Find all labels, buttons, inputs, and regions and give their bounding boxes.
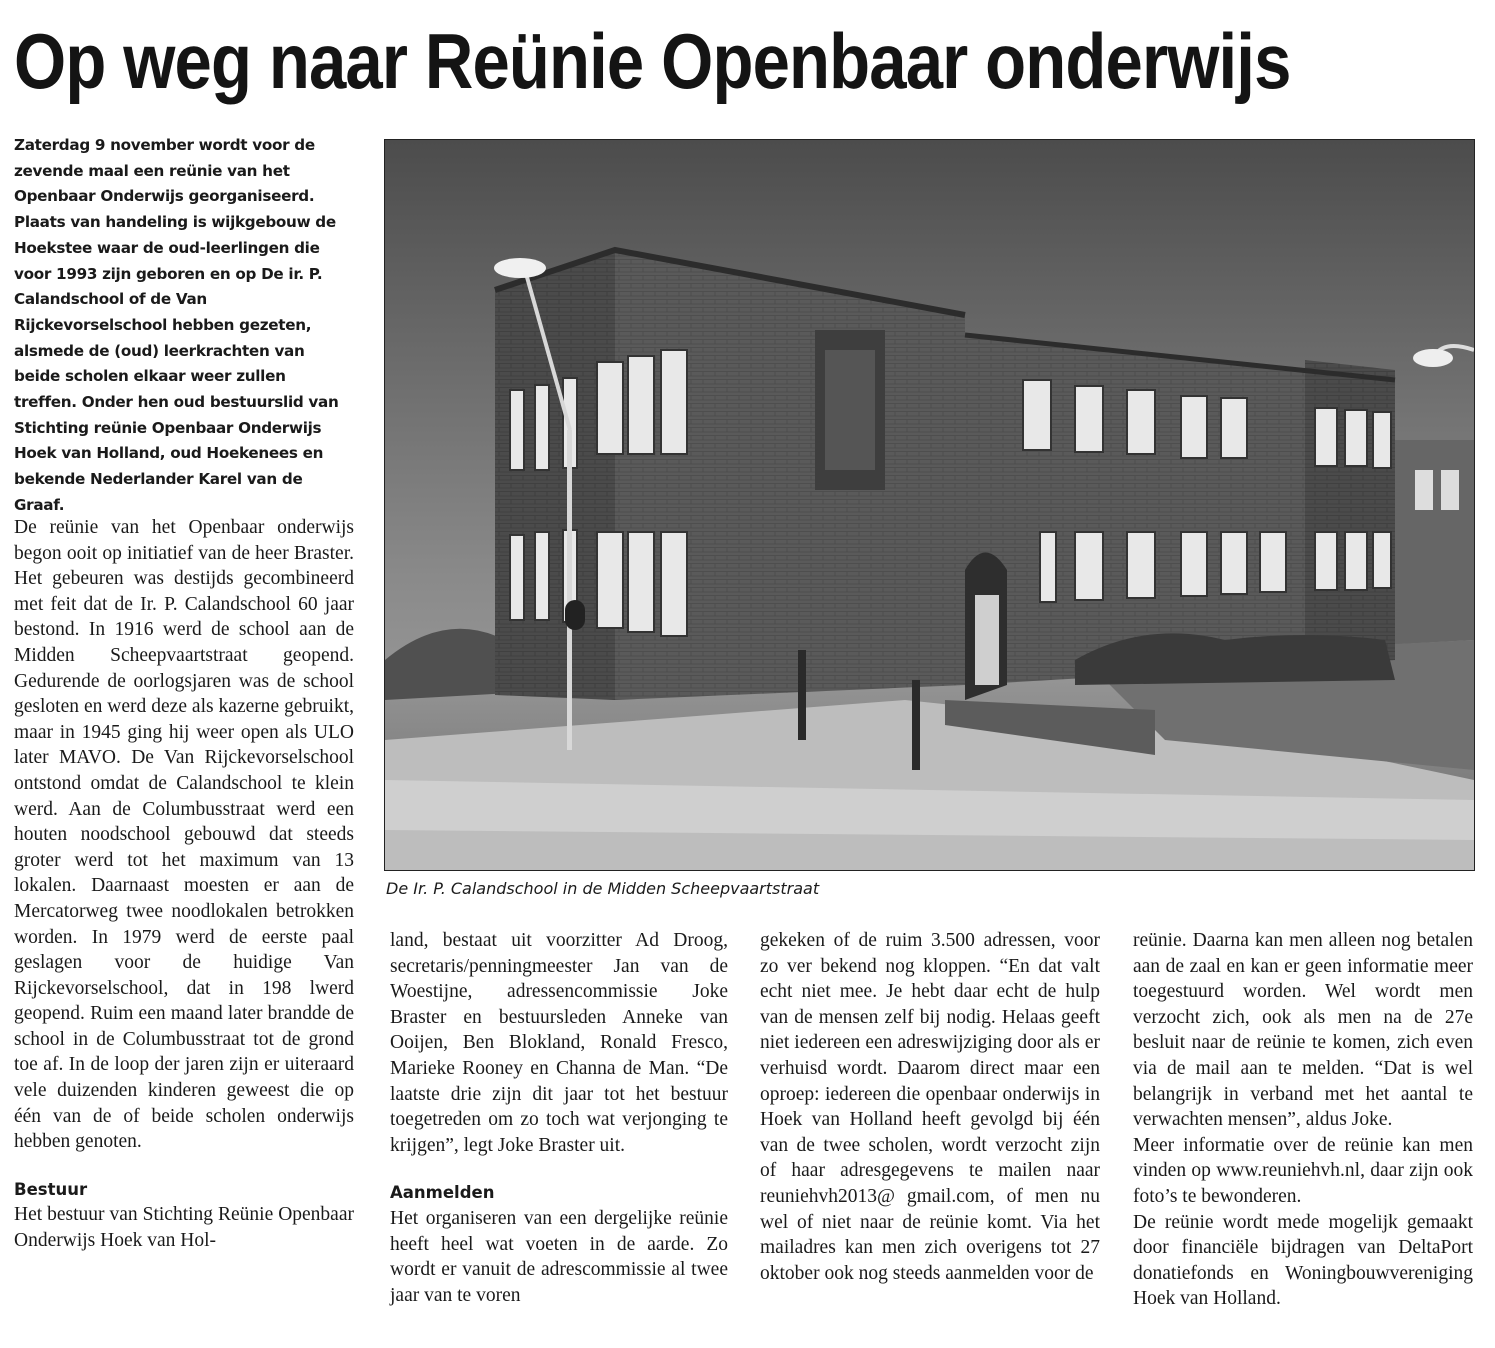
lead-paragraph	[14, 133, 350, 519]
col1-paragraph-2: Het bestuur van Stichting Reünie Openbaar Onderwijs Hoek van Hol-	[14, 1204, 354, 1252]
col2-paragraph-1: land, bestaat uit voorzitter Ad Droog, secretaris/penningmeester Jan van de Woestijne, adressencommissie Joke Braster en bestuursleden Anneke van Ooijen, Ben Blokland, Ronald Fresco, Marieke Rooney en Channa de Man. “De laatste drie zijn dit jaar tot het bestuur toegetreden om zo toch wat verjonging te krijgen”, legt Joke Braster uit.	[390, 930, 728, 1156]
section-heading-bestuur: Bestuur	[14, 1179, 88, 1199]
col1-paragraph-1: De reünie van het Openbaar onderwijs begon ooit op initiatief van de heer Braster. Het gebeuren was destijds gecombineerd met feit dat de Ir. P. Calandschool 60 jaar bestond. In 1916 werd de school aan de Midden Scheepvaartstraat geopend. Gedurende de oorlogsjaren was de school gesloten en werd deze als kazerne gebruikt, maar in 1945 ging hij weer open als ULO later MAVO. De Van Rijckevorselschool ontstond omdat de Calandschool te klein werd. Aan de Columbusstraat werd een houten noodschool gebouwd dat steeds groter werd tot het maximum van 13 lokalen. Daarnaast moesten er aan de Mercatorweg twee noodlokalen betrokken worden. In 1979 werd de eerste paal geslagen voor de huidige Van Rijckevorselschool, dat in 198 lwerd geopend. Ruim een maand later brandde de school in de Columbusstraat tot de grond toe af. In de loop der jaren zijn er uiteraard vele duizenden kinderen geweest die op één van de of beide scholen onderwijs hebben genoten.	[14, 517, 354, 1153]
column-3	[760, 928, 1100, 1286]
spacer	[390, 1158, 728, 1180]
column-2	[390, 928, 728, 1308]
column-4	[1133, 928, 1473, 1312]
school-building-photo-icon	[385, 140, 1474, 870]
lead-text: Zaterdag 9 november wordt voor de zevende maal een reünie van het Openbaar Onderwijs georganiseerd. Plaats van handeling is wijkgebouw de Hoekstee waar de oud-leerlingen die voor 1993 zijn geboren en op De ir. P. Calandschool of de Van Rijckevorselschool hebben gezeten, alsmede de (oud) leerkrachten van beide scholen elkaar weer zullen treffen. Onder hen oud bestuurslid van Stichting reünie Openbaar Onderwijs Hoek van Holland, oud Hoekenees en bekende Nederlander Karel van de Graaf.	[14, 136, 339, 514]
col3-paragraph-1: gekeken of de ruim 3.500 adressen, voor zo ver bekend nog kloppen. “En dat valt echt niet mee. Je hebt daar echt de hulp van de mensen zelf bij nodig. Helaas geeft niet iedereen een adreswijziging door als er verhuisd wordt. Daarom direct maar een oproep: iedereen die openbaar onderwijs in Hoek van Holland heeft gevolgd bij één van de twee scholen, wordt verzocht zijn of haar adresgegevens te mailen naar reuniehvh2013@ gmail.com, of men nu wel of niet naar de reünie komt. Via het mailadres kan men zich overigens tot 27 oktober ook nog steeds aanmelden voor de	[760, 930, 1100, 1284]
school-photo	[384, 139, 1475, 871]
col2-paragraph-2: Het organiseren van een dergelijke reünie heeft heel wat voeten in de aarde. Zo wordt er vanuit de adrescommissie al twee jaar van te voren	[390, 1207, 728, 1306]
col4-paragraph-2: Meer informatie over de reünie kan men vinden op www.reuniehvh.nl, daar zijn ook foto’s te bewonderen.	[1133, 1134, 1473, 1207]
headline: Op weg naar Reünie Openbaar onderwijs	[14, 17, 1291, 105]
col4-paragraph-1: reünie. Daarna kan men alleen nog betalen aan de zaal en kan er geen informatie meer toegestuurd worden. Wel wordt men verzocht zich, ook als men na de 27e besluit naar de reünie te komen, zich even via de mail aan te melden. “Dat is wel belangrijk in verband met het aantal te verwachten mensen”, aldus Joke.	[1133, 930, 1473, 1131]
spacer	[14, 1155, 354, 1177]
section-heading-aanmelden: Aanmelden	[390, 1183, 495, 1203]
photo-caption: De Ir. P. Calandschool in de Midden Scheepvaartstraat	[386, 879, 820, 898]
column-1	[14, 515, 354, 1254]
col4-paragraph-3: De reünie wordt mede mogelijk gemaakt door financiële bijdragen van DeltaPort donatiefonds en Woningbouwvereniging Hoek van Holland.	[1133, 1211, 1473, 1310]
